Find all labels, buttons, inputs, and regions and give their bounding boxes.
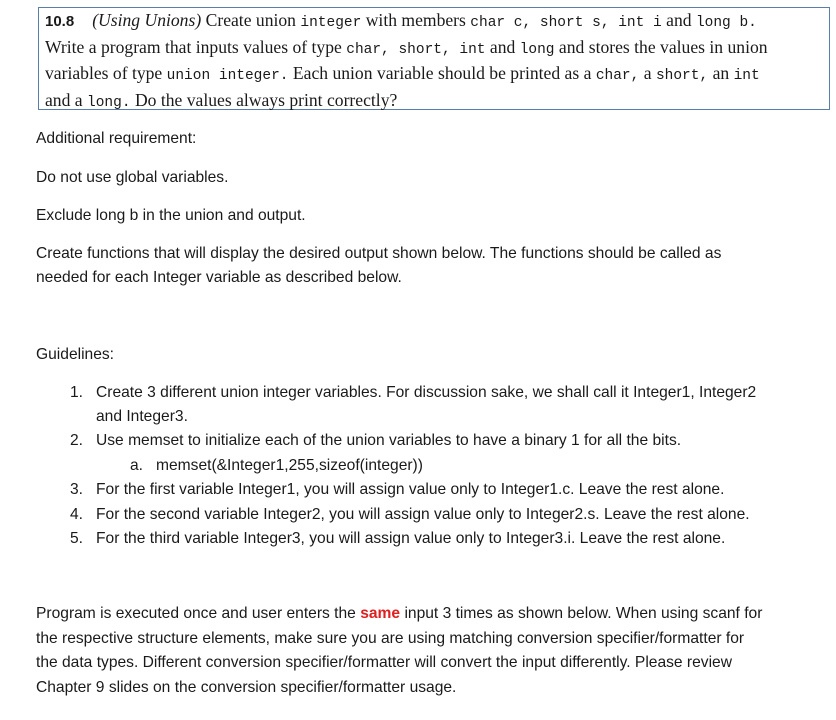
- exercise-code: union integer.: [166, 68, 289, 84]
- exercise-text: with members: [365, 10, 466, 30]
- guideline-item: [70, 429, 681, 453]
- requirement-3-line2: needed for each Integer variable as described below.: [36, 269, 402, 286]
- guideline-number: 4.: [70, 506, 84, 523]
- guideline-item: [70, 527, 725, 551]
- program-line3: the data types. Different conversion specifier/formatter will convert the input differently. Please review: [36, 654, 732, 671]
- program-line4: Chapter 9 slides on the conversion specifier/formatter usage.: [36, 679, 457, 696]
- requirement-2: Exclude long b in the union and output.: [36, 207, 306, 224]
- exercise-code: long: [519, 41, 555, 58]
- requirement-1: Do not use global variables.: [36, 169, 229, 186]
- exercise-code: long.: [87, 94, 131, 111]
- guideline-text: For the first variable Integer1, you will assign value only to Integer1.c. Leave the rest alone.: [96, 481, 725, 498]
- exercise-text: Each union variable should be printed as a: [292, 63, 592, 83]
- exercise-text: Write a program that inputs values of type: [45, 36, 342, 57]
- exercise-text: a: [643, 63, 652, 83]
- exercise-code: char,: [595, 68, 640, 84]
- guidelines-heading: Guidelines:: [36, 346, 115, 363]
- guideline-item: [70, 503, 750, 527]
- exercise-code: char, short, int: [346, 41, 486, 58]
- exercise-text: and stores the values in union variables of type: [45, 36, 768, 83]
- exercise-text: Create union: [205, 10, 296, 30]
- guideline-text: For the second variable Integer2, you will assign value only to Integer2.s. Leave the rest alone.: [96, 506, 750, 523]
- exercise-code: short,: [655, 68, 709, 84]
- program-text: Program is executed once and user enters the: [36, 605, 356, 622]
- exercise-text: Do the values always print correctly?: [134, 89, 398, 110]
- guideline-number: 1.: [70, 384, 84, 401]
- guideline-text: Create 3 different union integer variables. For discussion sake, we shall call it Integer1, Integer2: [96, 384, 757, 401]
- guideline-subitem: [130, 454, 423, 478]
- exercise-text: and: [489, 36, 516, 57]
- exercise-title: (Using Unions): [92, 10, 202, 30]
- guideline-text-continued: and Integer3.: [96, 408, 188, 425]
- guideline-item: [70, 381, 756, 405]
- exercise-text: an: [712, 63, 730, 83]
- additional-heading: Additional requirement:: [36, 130, 197, 147]
- subitem-letter: a.: [130, 457, 144, 474]
- subitem-text: memset(&Integer1,255,sizeof(integer)): [156, 457, 423, 474]
- exercise-text: and a: [45, 89, 83, 110]
- exercise-code: long b.: [695, 15, 757, 31]
- program-line2: the respective structure elements, make sure you are using matching conversion specifier/formatter for: [36, 630, 745, 647]
- guideline-item: [70, 478, 724, 502]
- guideline-number: 5.: [70, 530, 84, 547]
- exercise-code: int: [733, 68, 760, 84]
- guideline-text: For the third variable Integer3, you will assign value only to Integer3.i. Leave the rest alone.: [96, 530, 726, 547]
- program-line1: [36, 602, 762, 626]
- guideline-text: Use memset to initialize each of the union variables to have a binary 1 for all the bits.: [96, 432, 682, 449]
- exercise-code: char c, short s, int i: [470, 15, 662, 31]
- guideline-number: 3.: [70, 481, 84, 498]
- exercise-box: [38, 7, 830, 110]
- guideline-number: 2.: [70, 432, 84, 449]
- program-text: input 3 times as shown below. When using scanf for: [404, 605, 763, 622]
- exercise-number: 10.8: [45, 13, 75, 30]
- exercise-code: integer: [300, 15, 362, 31]
- requirement-3-line1: Create functions that will display the desired output shown below. The functions should be called as: [36, 245, 722, 262]
- emphasis-same: same: [360, 605, 401, 622]
- exercise-text: and: [666, 10, 692, 30]
